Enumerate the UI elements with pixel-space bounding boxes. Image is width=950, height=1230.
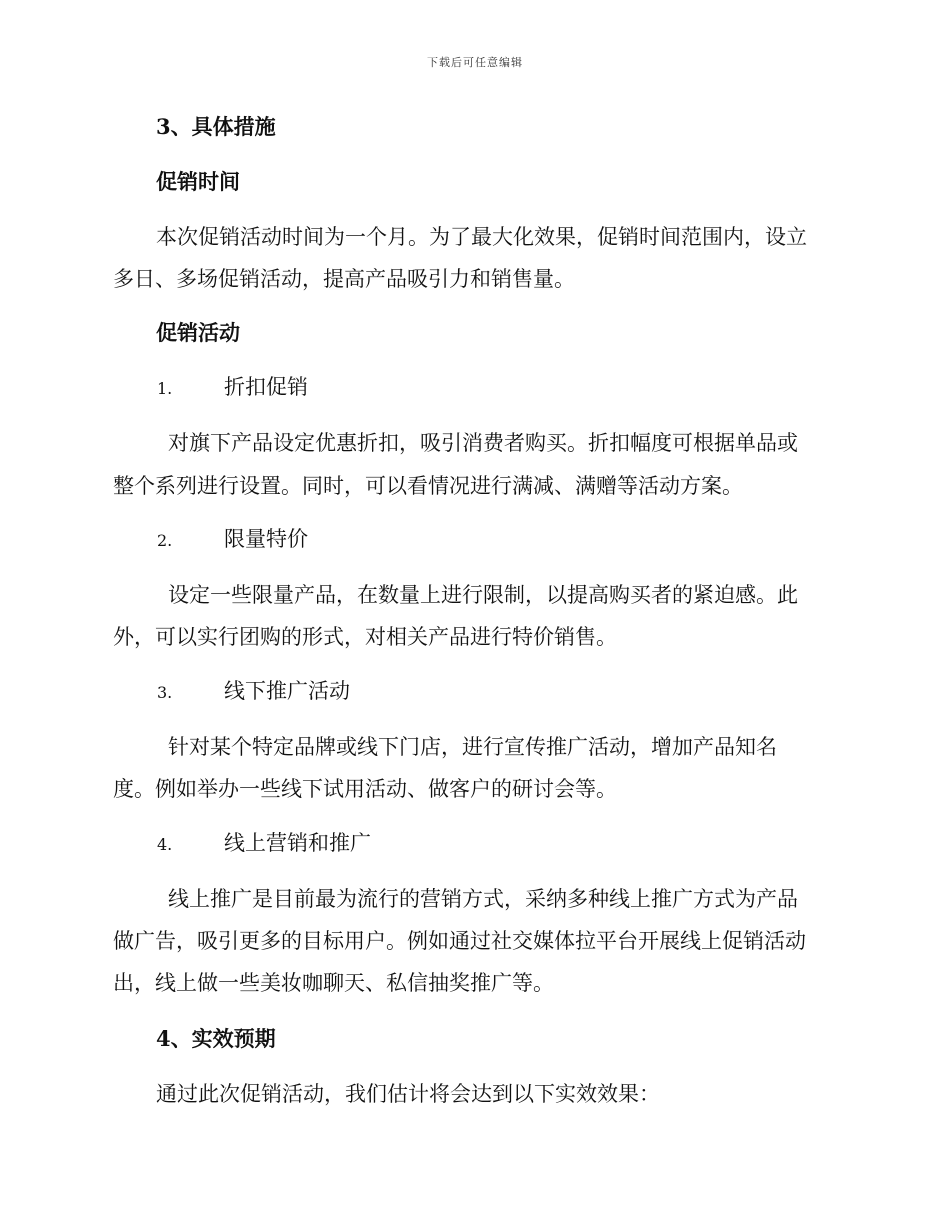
section-heading-effect: 4、实效预期 [156, 1026, 276, 1051]
list-item-text-line: 出，线上做一些美妆咖聊天、私信抽奖推广等。 [113, 971, 554, 995]
list-item-text-line: 线上推广是目前最为流行的营销方式，采纳多种线上推广方式为产品 [168, 887, 798, 911]
subheading-promotion-time: 促销时间 [156, 169, 240, 194]
section-heading-measures: 3、具体措施 [156, 114, 276, 139]
paragraph-time-line-1: 本次促销活动时间为一个月。为了最大化效果，促销时间范围内，设立 [156, 225, 807, 249]
list-item-text-line: 对旗下产品设定优惠折扣，吸引消费者购买。折扣幅度可根据单品或 [168, 431, 798, 455]
list-item-number: 4. [157, 835, 173, 854]
list-item-number: 3. [157, 683, 173, 702]
subheading-promotion-activity: 促销活动 [156, 320, 240, 345]
list-item-number: 2. [157, 531, 173, 550]
paragraph-effect: 通过此次促销活动，我们估计将会达到以下实效效果： [156, 1082, 660, 1106]
list-item-text-line: 做广告，吸引更多的目标用户。例如通过社交媒体拉平台开展线上促销活动 [113, 929, 806, 953]
list-item-number: 1. [157, 379, 173, 398]
list-item-text-line: 针对某个特定品牌或线下门店，进行宣传推广活动，增加产品知名 [168, 735, 777, 759]
list-item-text-line: 设定一些限量产品，在数量上进行限制，以提高购买者的紧迫感。此 [168, 583, 798, 607]
list-item-title: 折扣促销 [224, 375, 308, 399]
list-item-text-line: 外，可以实行团购的形式，对相关产品进行特价销售。 [113, 625, 617, 649]
list-item-title: 线下推广活动 [224, 679, 350, 703]
list-item-text-line: 整个系列进行设置。同时，可以看情况进行满减、满赠等活动方案。 [113, 474, 743, 498]
list-item-title: 限量特价 [224, 527, 308, 551]
list-item-text-line: 度。例如举办一些线下试用活动、做客户的研讨会等。 [113, 777, 617, 801]
list-item-title: 线上营销和推广 [224, 831, 371, 855]
page-header-note: 下载后可任意编辑 [427, 56, 523, 69]
paragraph-time-line-2: 多日、多场促销活动，提高产品吸引力和销售量。 [113, 267, 575, 291]
